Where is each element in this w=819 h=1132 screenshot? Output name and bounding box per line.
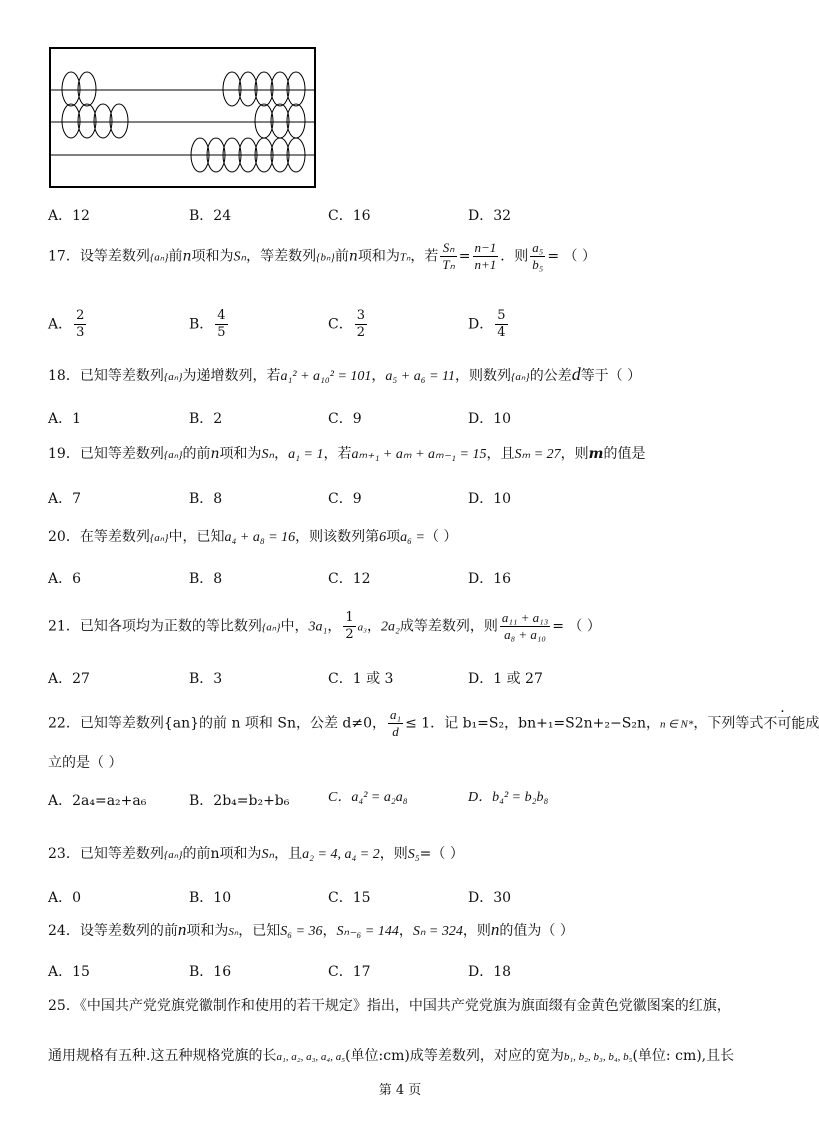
abacus-drawing [51,49,314,186]
q21-half: $\frac{1}{2}$ [345,610,354,642]
q21-option-c: C．1 或 3 [328,671,394,687]
q19-option-c: C．9 [328,491,362,507]
q22-frac: $\frac{\text{a₁}}{d}$ [390,707,402,739]
q17-text: 前 [334,248,349,265]
q22-stem: 22．已知等差数列{an}的前 n 项和 Sn，公差 d≠0， $\frac{\text{a₁}}{d}$ ≤ 1．记 b₁=S₂，bn+₁=S2n+₂−S₂n，n ∈ N*，下列等式不可能成 [48,707,819,739]
q17-option-d: D． $\frac{5}{4}$ [468,308,506,340]
q20-stem: 20．在等差数列{aₙ}中，已知a₄ + a₈ = 16，则该数列第6项a₆ =（ ） [48,529,458,545]
q23-cond: a₂ = 4, a₄ = 2 [302,847,380,862]
q17-text: 项和为 [357,248,400,265]
q24-cond1: S₆ = 36 [280,924,323,939]
q24-cond2: Sₙ₋₆ = 144 [336,924,399,939]
q18-option-d: D．10 [468,411,512,427]
q18-option-a: A．1 [48,411,82,427]
q17-text: ．则 [500,248,529,265]
q24-option-d: D．18 [468,964,512,980]
q19-cond1: a₁ = 1 [288,447,324,462]
q23-option-d: D．30 [468,890,512,906]
q23-stem: 23．已知等差数列{aₙ}的前n项和为Sₙ，且a₂ = 4, a₄ = 2，则S₅=（ ） [48,846,464,862]
q17-option-b: B． $\frac{4}{5}$ [189,308,226,340]
q19-option-d: D．10 [468,491,512,507]
q17-frac-st: $\frac{\text{Sₙ}}{\text{Tₙ}}$ [442,240,455,272]
q21-frac: $\frac{\text{a₁₁ + a₁₃}}{\text{a₈ + a₁₀}}$ [501,610,549,642]
q24-option-b: B．16 [189,964,232,980]
q17-stem [48,240,596,273]
q24-cond3: Sₙ = 324 [412,924,463,939]
q18-option-c: C．9 [328,411,362,427]
q18-seq: {aₙ} [511,371,530,383]
q19-seq: {aₙ} [163,449,183,461]
q24-option-c: C．17 [328,964,371,980]
q17-text: ，若 [410,248,439,265]
q17-text: 前 [168,248,183,265]
q25-seq-b: b₁, b₂, b₃, b₄, b₅ [563,1051,633,1063]
q16-option-c: C．16 [328,208,371,224]
q17-option-a: A． $\frac{2}{3}$ [48,308,85,340]
q19-cond2: aₘ₊₁ + aₘ + aₘ₋₁ = 15 [351,447,487,462]
q17-seq-b: {bₙ} [316,251,335,264]
q22-stem-line2: 立的是（ ） [48,755,123,771]
q21-option-d: D．1 或 27 [468,671,543,687]
q25-line2: 通用规格有五种.这五种规格党旗的长a₁, a₂, a₃, a₄, a₅(单位:cm)成等差数列，对应的宽为b₁, b₂, b₃, b₄, b₅(单位: cm),且长 [48,1048,735,1064]
q20-option-b: B．8 [189,571,223,587]
q25-line1: 25．《中国共产党党旗党徽制作和使用的若干规定》指出，中国共产党党旗为旗面缀有金黄色党徽图案的红旗， [48,998,731,1014]
q22-option-d: D．b₄² = b₂b₈ [468,790,549,805]
q21-stem: 21．已知各项均为正数的等比数列{aₙ}中，3a₁， $\frac{1}{2}$ a₃，2a₂成等差数列，则 $\frac{\text{a₁₁ + a₁₃}}{\text{a₈ + a₁₀}}$ = （ ） [48,610,601,642]
q19-stem: 19．已知等差数列{aₙ}的前n项和为Sₙ，a₁ = 1，若aₘ₊₁ + aₘ + aₘ₋₁ = 15，且Sₘ = 27，则m的值是 [48,446,646,462]
q17-text: = （ ） [547,248,596,265]
q20-option-d: D．16 [468,571,512,587]
q19-option-a: A．7 [48,491,82,507]
q19-cond3: Sₘ = 27 [514,447,561,462]
q17-text: ，等差数列 [246,248,317,265]
q20-cond: a₄ + a₈ = 16 [224,530,296,545]
q17-sum-t: Tₙ [399,251,411,264]
q17-var-n: n [348,248,358,265]
q21-option-a: A．27 [48,671,90,687]
q20-option-c: C．12 [328,571,371,587]
q23-option-c: C．15 [328,890,371,906]
abacus-figure [49,47,316,188]
q18-option-b: B．2 [189,411,223,427]
q22-option-c: C．a₄² = a₂a₈ [328,790,408,805]
q23-option-b: B．10 [189,890,232,906]
q22-set: n ∈ N* [659,718,694,731]
q23-option-a: A．0 [48,890,82,906]
q25-seq-a: a₁, a₂, a₃, a₄, a₅ [276,1051,346,1063]
q22-emphasis: 不可能 [763,715,806,732]
q24-option-a: A．15 [48,964,90,980]
q17-option-c: C． $\frac{3}{2}$ [328,308,365,340]
q18-seq: {aₙ} [163,371,183,383]
q24-stem: 24．设等差数列的前n项和为Sₙ，已知S₆ = 36，Sₙ₋₆ = 144，Sₙ = 324，则n的值为（ ） [48,920,574,939]
q16-option-a: A．12 [48,208,90,224]
q17-sum-s: Sₙ [233,249,247,265]
q20-option-a: A．6 [48,571,82,587]
q21-option-b: B．3 [189,671,223,687]
q18-var-d: d [571,364,581,384]
q17-var-n: n [182,248,192,265]
q22-option-b: B．2b₄=b₂+b₆ [189,793,290,809]
q19-option-b: B．8 [189,491,223,507]
q18-stem: 18．已知等差数列{aₙ}为递增数列，若a₁² + a₁₀² = 101，a₅ + a₆ = 11，则数列{aₙ}的公差d等于（ ） [48,364,642,384]
q18-cond2: a₅ + a₆ = 11 [385,369,455,384]
q17-text: 项和为 [191,248,234,265]
q16-option-b: B．24 [189,208,232,224]
q18-cond1: a₁² + a₁₀² = 101 [280,369,372,384]
q17-text: 17．设等差数列 [48,248,150,265]
q22-option-a: A．2a₄=a₂+a₆ [48,793,147,809]
q17-seq-a: {aₙ} [149,251,169,264]
q16-option-d: D．32 [468,208,512,224]
page-number: 第 4 页 [378,1083,422,1098]
q17-eq: = [458,248,471,265]
q17-frac-n: $\frac{n-1}{n+1}$ [474,240,497,272]
q17-frac-ab: $\frac{\text{a₅}}{\text{b₅}}$ [532,240,544,272]
